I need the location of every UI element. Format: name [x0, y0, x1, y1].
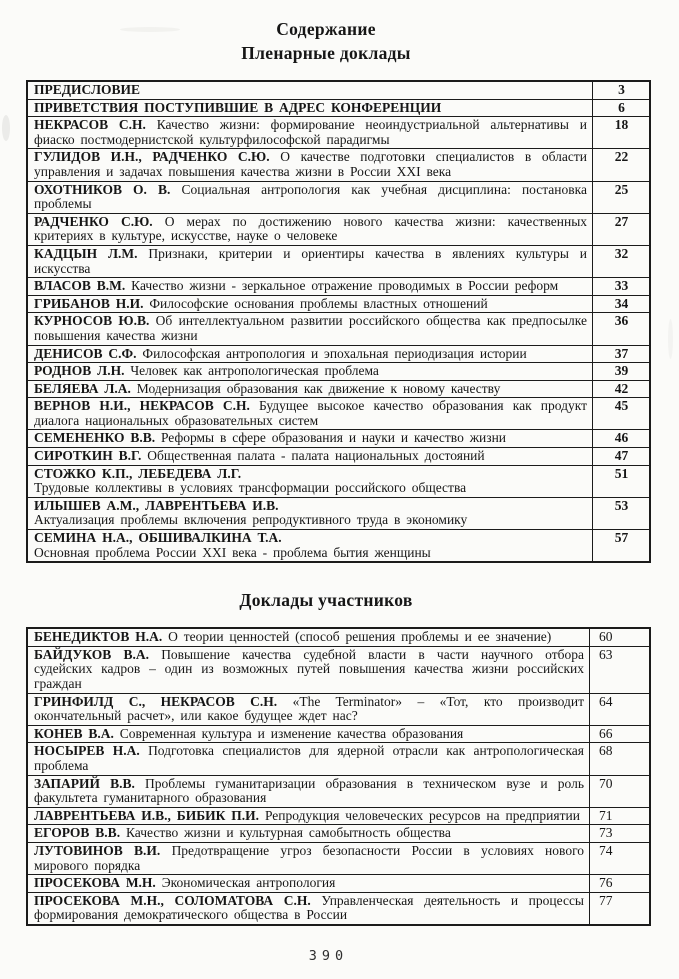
toc-row — [27, 398, 650, 430]
entry-author: ПРОСЕКОВА М.Н. — [34, 875, 156, 891]
toc-entry — [27, 892, 590, 925]
toc-entry — [27, 628, 590, 646]
entry-author: ГРИБАНОВ Н.И. — [34, 295, 144, 311]
entry-author: БАЙДУКОВ В.А. — [34, 646, 149, 662]
toc-row — [27, 628, 650, 646]
toc-entry — [27, 380, 593, 398]
toc-entry — [27, 825, 590, 843]
entry-author: ПРИВЕТСТВИЯ ПОСТУПИВШИЕ В АДРЕС КОНФЕРЕНЦИИ — [34, 99, 442, 115]
entry-page-number: 63 — [590, 646, 651, 693]
entry-title: Трудовые коллективы в условиях трансформации российского общества — [34, 480, 467, 496]
toc-entry — [27, 363, 593, 381]
toc-entry — [27, 497, 593, 529]
toc-row — [27, 213, 650, 245]
entry-page-number: 34 — [593, 295, 651, 313]
entry-page-number: 39 — [593, 363, 651, 381]
entry-author: СТОЖКО К.П., ЛЕБЕДЕВА Л.Г. — [34, 465, 242, 481]
entry-author: РАДЧЕНКО С.Ю. — [34, 213, 153, 229]
entry-title: Предотвращение угроз безопасности России в условиях нового мирового порядка — [34, 842, 585, 873]
toc-row — [27, 875, 650, 893]
toc-section — [0, 590, 679, 926]
entry-author: ЛУТОВИНОВ В.И. — [34, 842, 161, 858]
entry-author: ЛАВРЕНТЬЕВА И.В., БИБИК П.И. — [34, 807, 260, 823]
toc-row — [27, 842, 650, 874]
toc-entry — [27, 430, 593, 448]
entry-title: Философские основания проблемы властных отношений — [149, 295, 488, 311]
toc-row — [27, 345, 650, 363]
entry-page-number: 57 — [593, 530, 651, 563]
entry-page-number: 60 — [590, 628, 651, 646]
entry-author: СЕМЕНЕНКО В.В. — [34, 430, 156, 446]
toc-row — [27, 530, 650, 563]
entry-page-number: 37 — [593, 345, 651, 363]
entry-title: Признаки, критерии и ориентиры качества в явлениях культуры и искусства — [34, 245, 588, 276]
entry-page-number: 68 — [590, 743, 651, 775]
entry-page-number: 47 — [593, 448, 651, 466]
toc-entry — [27, 448, 593, 466]
page-title: Содержание — [276, 19, 376, 39]
entry-title: Реформы в сфере образования и науки и качество жизни — [160, 430, 507, 446]
entry-author: БЕНЕДИКТОВ Н.А. — [34, 629, 163, 645]
entry-author: КУРНОСОВ Ю.В. — [34, 313, 150, 329]
entry-title: О мерах по достижению нового качества жизни: качественных критериях в культуре, искусстве, науке о человеке — [34, 213, 588, 244]
entry-author: ДЕНИСОВ С.Ф. — [34, 345, 137, 361]
entry-title: Повышение качества судебной власти в части научного отбора судейских кадров – один из возможных путей повышения качества жизни российских граждан — [34, 646, 584, 691]
toc-entry — [27, 725, 590, 743]
entry-title: Философская антропология и эпохальная периодизация истории — [142, 345, 527, 361]
entry-author: РОДНОВ Л.Н. — [34, 363, 125, 379]
entry-title: Общественная палата - палата национальных достояний — [147, 448, 485, 464]
entry-page-number: 53 — [593, 497, 651, 529]
entry-title: О теории ценностей (способ решения проблемы и ее значение) — [168, 629, 552, 645]
entry-page-number: 42 — [593, 380, 651, 398]
section-heading: Доклады участников — [239, 590, 413, 611]
toc-entry — [27, 213, 593, 245]
toc-entry — [27, 875, 590, 893]
entry-page-number: 25 — [593, 181, 651, 213]
page-header — [0, 19, 652, 40]
toc-row — [27, 117, 650, 149]
toc-entry — [27, 117, 593, 149]
entry-author: КАДЦЫН Л.М. — [34, 245, 138, 261]
toc-row — [27, 807, 650, 825]
toc-entry — [27, 743, 590, 775]
toc-row — [27, 725, 650, 743]
toc-row — [27, 363, 650, 381]
entry-title: Человек как антропологическая проблема — [130, 363, 379, 379]
scanned-contents-page — [0, 19, 679, 979]
entry-page-number: 22 — [593, 149, 651, 181]
entry-author: ЕГОРОВ В.В. — [34, 825, 121, 841]
toc-row — [27, 313, 650, 345]
entry-page-number: 6 — [593, 99, 651, 117]
footer-page-number: 390 — [308, 947, 349, 964]
toc-entry — [27, 646, 590, 693]
entry-title: «The Terminator» – «Тот, кто производит окончательный расчет», или какое будущее ждет нас? — [34, 693, 585, 724]
entry-title: Будущее высокое качество образования как продукт диалога национальных образовательных систем — [34, 398, 587, 428]
entry-author: НОСЫРЕВ Н.А. — [34, 743, 140, 759]
entry-author: ГРИНФИЛД С., НЕКРАСОВ С.Н. — [34, 693, 278, 709]
entry-title: Проблемы гуманитаризации образования в техническом вузе и роль факультета гуманитарного образования — [34, 775, 584, 806]
entry-title: Актуализация проблемы включения репродуктивного труда в экономику — [34, 512, 468, 528]
entry-page-number: 77 — [590, 892, 651, 925]
entry-author: СЕМИНА Н.А., ОБШИВАЛКИНА Т.А. — [34, 530, 282, 546]
toc-entry — [27, 465, 593, 497]
entry-author: ПРОСЕКОВА М.Н., СОЛОМАТОВА С.Н. — [34, 892, 311, 908]
toc-entry — [27, 245, 593, 277]
entry-page-number: 46 — [593, 430, 651, 448]
toc-row — [27, 149, 650, 181]
toc-table — [26, 80, 651, 563]
entry-title: Качество жизни - зеркальное отражение проводимых в России реформ — [131, 278, 559, 294]
toc-entry — [27, 693, 590, 725]
entry-title: Репродукция человеческих ресурсов на предприятии — [264, 807, 580, 823]
toc-row — [27, 430, 650, 448]
entry-author: КОНЕВ В.А. — [34, 725, 114, 741]
toc-entry — [27, 278, 593, 296]
toc-section — [0, 43, 679, 563]
entry-page-number: 3 — [593, 81, 651, 99]
entry-author: ИЛЫШЕВ А.М., ЛАВРЕНТЬЕВА И.В. — [34, 497, 279, 513]
toc-row — [27, 81, 650, 99]
toc-entry — [27, 149, 593, 181]
entry-page-number: 32 — [593, 245, 651, 277]
entry-title: Социальная антропология как учебная дисциплина: постановка проблемы — [34, 181, 587, 212]
entry-author: ВЛАСОВ В.М. — [34, 278, 126, 294]
entry-page-number: 36 — [593, 313, 651, 345]
toc-row — [27, 497, 650, 529]
entry-title: Качество жизни: формирование неоиндустриальной альтернативы и фиаско постмодернистской культурфилософской парадигмы — [34, 117, 587, 147]
toc-sections — [0, 43, 679, 926]
entry-page-number: 66 — [590, 725, 651, 743]
entry-page-number: 70 — [590, 775, 651, 807]
entry-author: ОХОТНИКОВ О. В. — [34, 181, 171, 197]
entry-page-number: 51 — [593, 465, 651, 497]
entry-author: ПРЕДИСЛОВИЕ — [34, 82, 141, 97]
entry-page-number: 33 — [593, 278, 651, 296]
toc-table — [26, 627, 651, 926]
entry-author: БЕЛЯЕВА Л.А. — [34, 380, 131, 396]
toc-entry — [27, 181, 593, 213]
toc-row — [27, 380, 650, 398]
toc-row — [27, 295, 650, 313]
entry-title: Качество жизни и культурная самобытность общества — [125, 825, 451, 841]
entry-page-number: 27 — [593, 213, 651, 245]
entry-page-number: 74 — [590, 842, 651, 874]
entry-title: О качестве подготовки специалистов в области управления и задачах повышения качества жизни в России XXI века — [34, 149, 588, 179]
entry-title: Современная культура и изменение качества образования — [119, 725, 464, 741]
toc-row — [27, 99, 650, 117]
toc-row — [27, 743, 650, 775]
entry-title: Экономическая антропология — [161, 875, 336, 891]
entry-author: ЗАПАРИЙ В.В. — [34, 775, 135, 791]
toc-entry — [27, 807, 590, 825]
entry-title: Подготовка специалистов для ядерной отрасли как антропологическая проблема — [34, 743, 585, 773]
entry-title: Об интеллектуальном развитии российского общества как предпосылке повышения качества жизни — [34, 313, 588, 343]
toc-row — [27, 892, 650, 925]
entry-title: Модернизация образования как движение к новому качеству — [136, 380, 501, 396]
entry-page-number: 76 — [590, 875, 651, 893]
toc-entry — [27, 295, 593, 313]
entry-page-number: 18 — [593, 117, 651, 149]
toc-row — [27, 278, 650, 296]
section-heading: Пленарные доклады — [241, 43, 411, 63]
entry-author: СИРОТКИН В.Г. — [34, 448, 142, 464]
entry-title: Управленческая деятельность и процессы формирования демократического общества в России — [34, 892, 584, 923]
entry-title: Основная проблема России XXI века - проблема бытия женщины — [34, 544, 431, 560]
entry-page-number: 73 — [590, 825, 651, 843]
toc-row — [27, 775, 650, 807]
toc-entry — [27, 530, 593, 563]
toc-row — [27, 245, 650, 277]
toc-entry — [27, 313, 593, 345]
toc-row — [27, 825, 650, 843]
toc-entry — [27, 345, 593, 363]
toc-row — [27, 448, 650, 466]
entry-author: ВЕРНОВ Н.И., НЕКРАСОВ С.Н. — [34, 398, 250, 414]
toc-entry — [27, 99, 593, 117]
toc-row — [27, 693, 650, 725]
toc-row — [27, 646, 650, 693]
toc-entry — [27, 842, 590, 874]
entry-page-number: 45 — [593, 398, 651, 430]
entry-page-number: 71 — [590, 807, 651, 825]
toc-entry — [27, 775, 590, 807]
toc-entry — [27, 81, 593, 99]
entry-author: ГУЛИДОВ И.Н., РАДЧЕНКО С.Ю. — [34, 149, 270, 165]
entry-author: НЕКРАСОВ С.Н. — [34, 117, 146, 133]
entry-page-number: 64 — [590, 693, 651, 725]
toc-entry — [27, 398, 593, 430]
toc-row — [27, 181, 650, 213]
toc-row — [27, 465, 650, 497]
